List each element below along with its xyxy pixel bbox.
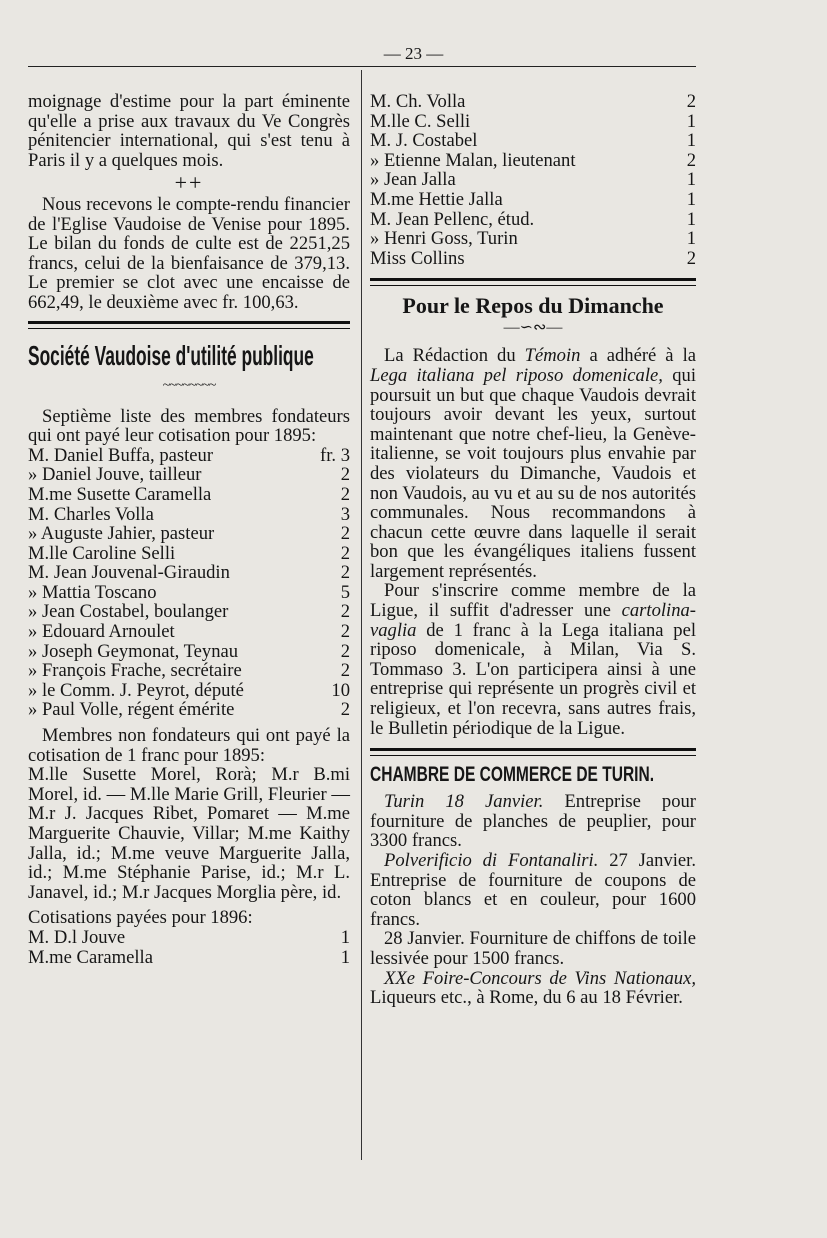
repos-ornament: —∽∾— (503, 319, 563, 337)
list-item: M. D.l Jouve 1 (28, 926, 350, 948)
cotisations-1896-title: Cotisations payées pour 1896: (28, 907, 253, 929)
repos-paragraph-1: La Rédaction du Témoin a adhéré à la Lega italiana pel riposo domenicale, qui poursuit un but que chaque Vaudois devrait toujours avoir devant les yeux, surtout maintenant que notre chef-lieu, la Genève-italienne, se voit toujours plus envahie par des violateurs du Dimanche, Vaudois et non Vaudois, au vu et au su de nos autorités communales. Nous recommandons à chacun cette œuvre dans laquelle il serait bon que les évangéliques italiens fussent largement représentés. (370, 345, 696, 582)
right-column (370, 92, 696, 1008)
list-item: Miss Collins 2 (370, 247, 696, 269)
list-item: » Edouard Arnoulet 2 (28, 621, 350, 643)
section-title-commerce: CHAMBRE DE COMMERCE DE TURIN. (370, 763, 655, 787)
list-item: » Paul Volle, régent émérite 2 (28, 699, 350, 721)
list-item: » François Frache, secrétaire 2 (28, 660, 350, 682)
non-founders-list: M.lle Susette Morel, Rorà; M.r B.mi Morel, id. — M.lle Marie Grill, Fleurier — M.r J. Jacques Ribet, Pomaret — M.me Marguerite Chauvie, Villar; M.me Kaithy Jalla, id.; M.me veuve Marguerite Jalla, id.; M.me Stéphanie Parise, id.; M.r L. Janavel, id.; M.r Jacques Morglia père, id. (28, 764, 350, 903)
list-item: » Daniel Jouve, tailleur 2 (28, 464, 350, 486)
list-item: » Joseph Geymonat, Teynau 2 (28, 640, 350, 662)
members-list (28, 446, 350, 720)
list-item: » Henri Goss, Turin 1 (370, 228, 696, 250)
column-divider (361, 70, 362, 1160)
liste-intro: Septième liste des membres fondateurs qui ont payé leur cotisation pour 1895: (28, 405, 350, 447)
non-founders-intro: Membres non fondateurs qui ont payé la cotisation de 1 franc pour 1895: (28, 725, 350, 766)
list-item: M.lle Caroline Selli 2 (28, 542, 350, 564)
repos-paragraph-2: Pour s'inscrire comme membre de la Ligue, il suffit d'adresser une cartolina-vaglia de 1 franc à la Lega italiana pel riposo domenicale, à Milan, Via S. Tommaso 3. L'on participera ainsi à une entreprise qui représente un progrès civil et religieux, et l'on recevra, sans autres frais, le Bulletin périodique de la Ligue. (370, 580, 696, 739)
commerce-item-2: Polverificio di Fontanaliri. 27 Janvier. Entreprise de fourniture de coupons de coton blancs et en couleur, pour 1600 francs. (370, 850, 696, 930)
section-rule (370, 278, 696, 286)
list-item: M. Daniel Buffa, pasteur fr. 3 (28, 444, 350, 466)
section-title-societe: Société Vaudoise d'utilité publique (28, 339, 314, 371)
commerce-item-3: 28 Janvier. Fourniture de chiffons de toile lessivée pour 1500 francs. (370, 928, 696, 969)
section-rule (370, 748, 696, 756)
section-title-repos: Pour le Repos du Dimanche (402, 293, 664, 319)
list-item: M. J. Costabel 1 (370, 130, 696, 152)
left-column (28, 92, 350, 967)
list-item: M. Jean Jouvenal-Giraudin 2 (28, 562, 350, 584)
list-item: » le Comm. J. Peyrot, député 10 (28, 679, 350, 701)
estime-paragraph: moignage d'estime pour la part éminente qu'elle a prise aux travaux du Ve Congrès pénitencier international, qui s'est tenu à Paris il y a quelques mois. (28, 91, 350, 171)
list-item: M.me Hettie Jalla 1 (370, 188, 696, 210)
list-item: M.me Caramella 1 (28, 946, 350, 968)
list-item: M.me Susette Caramella 2 (28, 483, 350, 505)
list-item: M. Jean Pellenc, étud. 1 (370, 208, 696, 230)
list-item: » Mattia Toscano 5 (28, 581, 350, 603)
header-rule (28, 66, 696, 67)
ornament-plus: ++ (174, 170, 204, 196)
page-number: — 23 — (383, 44, 444, 63)
list-item: M. Ch. Volla 2 (370, 91, 696, 112)
members-list-continued (370, 92, 696, 268)
list-item: » Auguste Jahier, pasteur 2 (28, 523, 350, 545)
list-item: » Etienne Malan, lieutenant 2 (370, 149, 696, 171)
list-item: M. Charles Volla 3 (28, 503, 350, 525)
list-item: M.lle C. Selli 1 (370, 110, 696, 132)
commerce-item-1: Turin 18 Janvier. Entreprise pour fourniture de planches de peuplier, pour 3300 francs. (370, 791, 696, 852)
section-rule (28, 321, 350, 329)
commerce-item-4: XXe Foire-Concours de Vins Nationaux, Liqueurs etc., à Rome, du 6 au 18 Février. (370, 967, 696, 1009)
list-item: » Jean Jalla 1 (370, 169, 696, 191)
venise-paragraph: Nous recevons le compte-rendu financier de l'Eglise Vaudoise de Venise pour 1895. Le bilan du fonds de culte est de 2251,25 francs, celui de la bienfaisance de 379,13. Le premier se clot avec une encaisse de 662,49, le deuxième avec fr. 100,63. (28, 193, 350, 313)
list-item: » Jean Costabel, boulanger 2 (28, 601, 350, 623)
section-ornament: ~~~~~~~~ (162, 377, 216, 393)
